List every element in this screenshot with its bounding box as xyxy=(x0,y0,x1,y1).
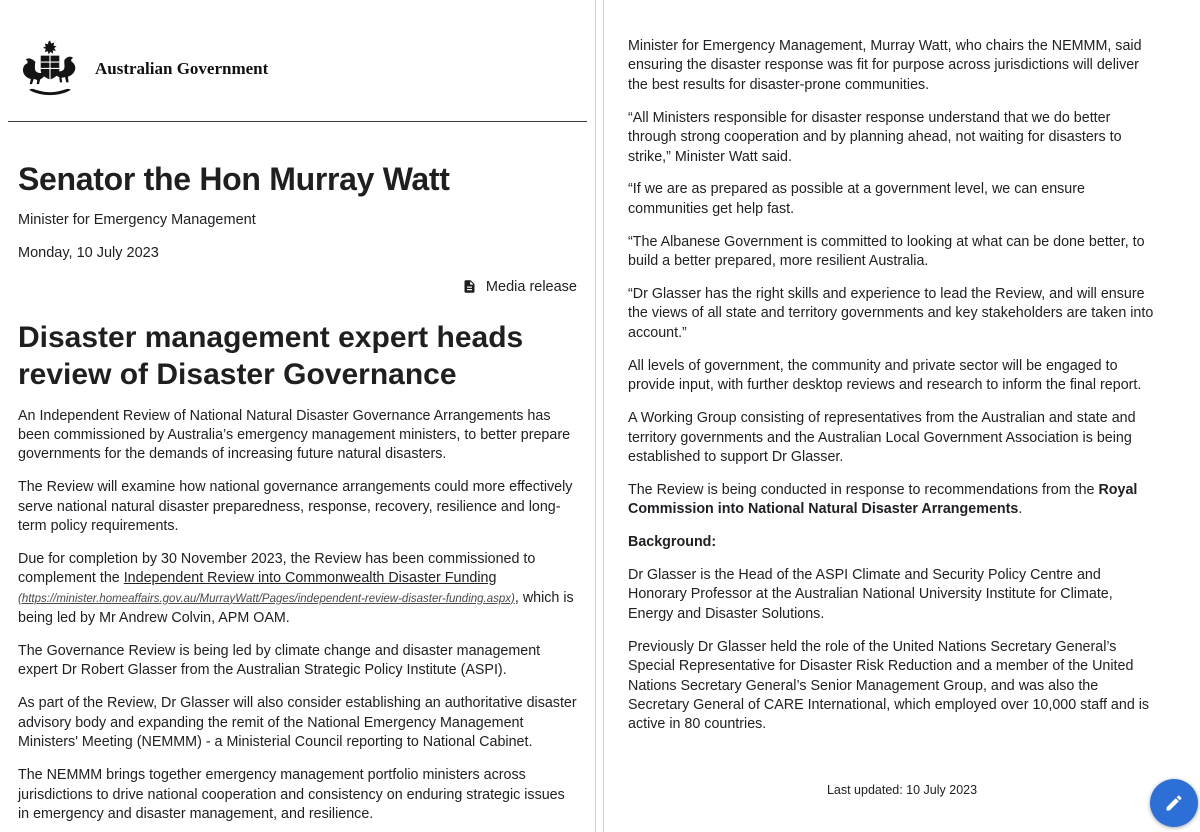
page-right xyxy=(603,0,1200,832)
paragraph: The Review will examine how national governance arrangements could more effectively serve national natural disaster preparedness, response, recovery, resilience and long-term policy requirements. xyxy=(18,479,573,535)
paragraph: An Independent Review of National Natural Disaster Governance Arrangements has been commissioned by Australia’s emergency management ministers, to better prepare governments for the demands of increasing future natural disasters. xyxy=(18,407,571,463)
paragraph: Dr Glasser is the Head of the ASPI Climate and Security Policy Centre and Honorary Professor at the Australian National University Institute for Climate, Energy and Disaster Solutions. xyxy=(628,567,1113,622)
media-release-badge xyxy=(18,278,577,295)
background-heading: Background: xyxy=(628,534,717,551)
edit-fab-button[interactable] xyxy=(1150,779,1198,827)
document-icon xyxy=(462,278,477,295)
paragraph: All levels of government, the community and private sector will be engaged to provide input, with further desktop reviews and research to inform the final report. xyxy=(628,357,1142,394)
australian-coat-of-arms-icon xyxy=(18,40,82,98)
paragraph: “Dr Glasser has the right skills and experience to lead the Review, and will ensure the views of all state and territory governments and key stakeholders are taken into account.” xyxy=(628,286,1154,341)
gov-branding xyxy=(18,40,577,98)
paragraph: “All Ministers responsible for disaster response understand that we do better through strong cooperation and by planning ahead, not waiting for disasters to strike,” Minister Watt said. xyxy=(628,109,1122,165)
royal-commission-bold: Royal Commission into National Natural Disaster Arrangements xyxy=(628,481,1138,518)
royal-commission-after: . xyxy=(1018,501,1023,518)
paragraph: “If we are as prepared as possible at a government level, we can ensure communities get help fast. xyxy=(628,181,1085,217)
paragraph: Previously Dr Glasser held the role of the United Nations Secretary General’s Special Representative for Disaster Risk Reduction and a member of the United Nations Secretary General’s Senior Management Group, and was also the Secretary General of CARE International, which employed over 10,000 staff and is active in 80 countries. xyxy=(628,638,1150,733)
header-rule xyxy=(8,121,587,122)
disaster-funding-link-url[interactable]: (https://minister.homeaffairs.gov.au/MurrayWatt/Pages/independent-review-disaster-funding.aspx) xyxy=(18,592,515,605)
page-left xyxy=(0,0,596,832)
link-paragraph-after: , which is being led by Mr Andrew Colvin, APM OAM. xyxy=(18,589,574,627)
minister-name-title: Senator the Hon Murray Watt xyxy=(18,161,450,197)
paragraph: “The Albanese Government is committed to looking at what can be done better, to build a better prepared, more resilient Australia. xyxy=(628,233,1145,270)
royal-commission-before: The Review is being conducted in response to recommendations from the xyxy=(628,481,1099,498)
paragraph-royal-commission xyxy=(628,481,1155,520)
paragraph: The NEMMM brings together emergency management portfolio ministers across jurisdictions to drive national cooperation and consistency on enduring strategic issues in emergency and disaster management, and resilience. xyxy=(18,767,565,822)
paragraph: Minister for Emergency Management, Murray Watt, who chairs the NEMMM, said ensuring the disaster response was fit for purpose across jurisdictions will deliver the best results for disaster-prone communities. xyxy=(628,38,1142,93)
paragraph-with-link xyxy=(18,550,577,629)
link-paragraph-before: Due for completion by 30 November 2023, the Review has been commissioned to complement the xyxy=(18,550,536,587)
paragraph: The Governance Review is being led by climate change and disaster management expert Dr Robert Glasser from the Australian Strategic Policy Institute (ASPI). xyxy=(18,643,541,679)
release-date-label: Monday, 10 July 2023 xyxy=(18,245,159,261)
minister-role-label: Minister for Emergency Management xyxy=(18,212,256,228)
disaster-funding-link-text[interactable]: Independent Review into Commonwealth Disaster Funding xyxy=(123,570,497,587)
paragraph: A Working Group consisting of representatives from the Australian and state and territory governments and the Australian Local Government Association is being established to support Dr Glasser. xyxy=(628,410,1136,465)
article-title: Disaster management expert heads review of Disaster Governance xyxy=(18,321,524,391)
last-updated-label: Last updated: 10 July 2023 xyxy=(826,783,978,797)
pencil-icon xyxy=(1164,793,1184,813)
paragraph: As part of the Review, Dr Glasser will also consider establishing an authoritative disaster advisory body and expanding the remit of the National Emergency Management Ministers' Meeting (NEMMM) - a Ministerial Council reporting to National Cabinet. xyxy=(18,695,577,751)
media-release-label: Media release xyxy=(485,278,577,295)
gov-name-label: Australian Government xyxy=(95,59,269,78)
